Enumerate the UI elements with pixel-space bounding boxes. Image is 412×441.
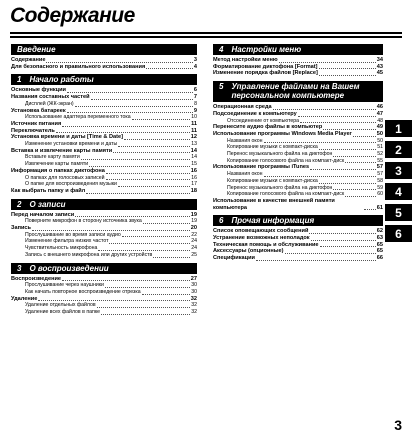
chapter-tab-5[interactable]: 5	[385, 204, 412, 221]
leader-dots	[106, 173, 190, 174]
toc-entry-page: 27	[190, 275, 197, 282]
section-title-wrap	[29, 200, 65, 209]
toc-entry-page: 65	[376, 248, 383, 255]
section-title-wrap	[231, 216, 314, 225]
toc-entry-page: 32	[190, 295, 197, 302]
leader-dots	[98, 250, 190, 251]
toc-entry-page: 32	[191, 309, 197, 316]
toc-entry[interactable]	[11, 218, 197, 225]
leader-dots	[264, 176, 377, 177]
toc-entry-label: Чувствительность микрофона	[25, 245, 98, 252]
toc-entry[interactable]	[213, 171, 383, 178]
leader-dots	[319, 149, 377, 150]
toc-entry-page: 57	[376, 164, 383, 171]
toc-entry-label: Вставьте карту памяти	[25, 154, 80, 161]
toc-entry-label: Названия окон	[227, 137, 263, 144]
toc-entry-page: 24	[191, 238, 197, 245]
leader-dots	[132, 119, 191, 120]
toc-entry-label: Форматирование диктофона [Format]	[213, 63, 318, 70]
toc-entry[interactable]	[213, 138, 383, 145]
toc-entry[interactable]	[213, 70, 383, 77]
leader-dots	[311, 240, 376, 241]
toc-entry[interactable]	[11, 212, 197, 219]
toc-entry-page: 49	[376, 124, 383, 131]
chapter-tabs	[385, 120, 412, 246]
toc-section	[213, 215, 383, 262]
toc-entry-page: 4	[193, 63, 197, 70]
leader-dots	[319, 183, 377, 184]
leader-dots	[319, 75, 376, 76]
toc-entry-page: 15	[191, 161, 197, 168]
toc-entry[interactable]	[11, 232, 197, 239]
toc-entry-label: Техническая помощь и обслуживание	[213, 241, 319, 248]
toc-entry-label: Запись	[11, 225, 31, 232]
section-number: 1	[17, 75, 22, 85]
leader-dots	[279, 62, 376, 63]
section-number: 4	[219, 45, 224, 54]
toc-entry-label: О папках для голосовых записей	[25, 174, 105, 181]
toc-entry-label: Как выбрать папку и файл	[11, 187, 86, 194]
section-title: О воспроизведении	[29, 263, 109, 273]
toc-entry-page: 60	[377, 191, 383, 198]
toc-entry-page: 45	[376, 70, 383, 77]
section-title-wrap	[29, 75, 93, 84]
toc-entry-page: 16	[191, 174, 197, 181]
toc-entry[interactable]	[11, 57, 197, 64]
leader-dots	[97, 307, 191, 308]
toc-entry[interactable]	[11, 309, 197, 316]
chapter-tab-1[interactable]: 1	[385, 120, 412, 137]
toc-entry-label: Названия составных частей	[11, 94, 90, 101]
toc-entry-page: 18	[190, 187, 197, 194]
toc-entry-page: 32	[191, 302, 197, 309]
chapter-tab-2[interactable]: 2	[385, 141, 412, 158]
toc-entry-label: Для безопасного и правильного использования	[11, 63, 146, 70]
leader-dots	[86, 193, 190, 194]
leader-dots	[67, 92, 193, 93]
section-entries	[11, 276, 197, 316]
chapter-tab-4[interactable]: 4	[385, 183, 412, 200]
toc-entry[interactable]	[213, 104, 383, 111]
leader-dots	[81, 159, 190, 160]
toc-entry[interactable]	[11, 141, 197, 148]
toc-entry-page: 50	[376, 130, 383, 137]
toc-entry-label: Запись с внешнего микрофона или других устройств	[25, 251, 153, 258]
section-entries	[213, 104, 383, 211]
section-title-wrap	[29, 264, 108, 273]
toc-entry[interactable]	[213, 242, 383, 249]
leader-dots	[143, 223, 190, 224]
toc-entry-page: 25	[191, 251, 197, 258]
toc-section	[11, 74, 197, 194]
toc-entry-label: Установка батареек	[11, 107, 66, 114]
leader-dots	[106, 179, 191, 180]
toc-section	[11, 44, 197, 70]
toc-entry[interactable]	[11, 108, 197, 115]
toc-entry[interactable]	[213, 191, 383, 198]
toc-entry-label: Изменение фильтра низких частот	[25, 238, 109, 245]
toc-entry-label: Прослушивание во время записи аудио	[25, 231, 121, 238]
section-number: 2	[17, 199, 22, 209]
section-header	[11, 44, 197, 55]
toc-entry-label: Отсоединение от компьютера	[227, 117, 300, 124]
leader-dots	[56, 132, 190, 133]
toc-entry[interactable]	[11, 128, 197, 135]
toc-section	[213, 44, 383, 77]
section-title-wrap	[17, 45, 56, 54]
leader-dots	[109, 243, 190, 244]
leader-dots	[319, 68, 376, 69]
toc-entry-page: 9	[193, 107, 197, 114]
toc-entry[interactable]	[11, 134, 197, 141]
toc-entry[interactable]	[11, 175, 197, 182]
leader-dots	[333, 156, 376, 157]
toc-entry-label: Перенос музыкального файла на диктофон	[227, 184, 333, 191]
toc-entry-label: Удаление отдельных файлов	[25, 302, 96, 309]
toc-entry-label: Копирование голосового файла на компакт-диск	[227, 157, 345, 164]
leader-dots	[273, 109, 376, 110]
leader-dots	[345, 196, 376, 197]
toc-entry-page: 20	[190, 225, 197, 232]
toc-entry-label: Воспроизведение	[11, 275, 61, 282]
toc-entry-label: Основные функции	[11, 87, 66, 94]
toc-entry-label: Изменение порядка файлов [Replace]	[213, 70, 318, 77]
leader-dots	[75, 106, 193, 107]
section-header	[11, 263, 197, 274]
section-title: Начало работы	[29, 75, 94, 85]
title-rule-top	[10, 32, 402, 34]
toc-left-column	[11, 44, 197, 320]
toc-entry[interactable]	[11, 64, 197, 71]
leader-dots	[323, 129, 375, 130]
toc-entry-page: 63	[376, 235, 383, 242]
toc-entry[interactable]	[11, 245, 197, 252]
toc-entry[interactable]	[213, 255, 383, 262]
toc-entry-page: 65	[376, 241, 383, 248]
chapter-tab-3[interactable]: 3	[385, 162, 412, 179]
toc-entry[interactable]	[213, 178, 383, 185]
toc-entry-label: Использование адаптера переменного тока	[25, 114, 131, 121]
toc-entry-label: Метод настройки меню	[213, 57, 278, 63]
toc-entry-page: 3	[193, 57, 197, 63]
title-rule-bottom	[10, 36, 402, 38]
toc-entry-page: 30	[191, 282, 197, 289]
toc-entry-page: 55	[377, 157, 383, 164]
toc-entry-label: Удаление	[11, 295, 38, 302]
leader-dots	[264, 142, 377, 143]
toc-entry-page: 8	[194, 100, 197, 107]
section-header	[213, 81, 383, 102]
leader-dots	[46, 62, 192, 63]
toc-entry-label: Список оповещающих сообщений	[213, 228, 309, 235]
toc-entry[interactable]	[11, 225, 197, 232]
toc-entry-page: 7	[193, 94, 197, 101]
section-entries	[213, 228, 383, 262]
toc-entry-page: 22	[191, 231, 197, 238]
toc-entry[interactable]	[213, 228, 383, 235]
toc-entry[interactable]	[11, 289, 197, 296]
page-number: 3	[394, 417, 402, 433]
toc-entry-label: Копирование музыки с компакт-диска	[227, 177, 318, 184]
toc-entry-label: Установка времени и даты [Time & Date]	[11, 134, 123, 141]
toc-entry[interactable]	[213, 131, 383, 138]
leader-dots	[62, 280, 190, 281]
toc-entry-page: 6	[193, 87, 197, 94]
toc-entry-label: Переключатель	[11, 127, 55, 134]
toc-entry[interactable]	[11, 121, 197, 128]
toc-entry-label: Устранение возможных неполадок	[213, 235, 310, 242]
section-entries	[11, 57, 197, 70]
section-title: О записи	[29, 199, 66, 209]
toc-entry[interactable]	[11, 148, 197, 155]
chapter-tab-6[interactable]: 6	[385, 225, 412, 242]
toc-entry-label: Вставка и извлечение карты памяти	[11, 147, 113, 154]
section-title-wrap	[231, 45, 301, 54]
leader-dots	[75, 216, 190, 217]
leader-dots	[345, 162, 376, 163]
toc-entry-label: Дисплей (ЖК-экран)	[25, 100, 74, 107]
toc-entry[interactable]	[11, 252, 197, 259]
toc-entry-label: Удаление всех файлов в папке	[25, 309, 101, 316]
leader-dots	[91, 99, 193, 100]
toc-entry-label: Прослушивание через наушники	[25, 282, 104, 289]
toc-entry-page: 19	[190, 211, 197, 218]
toc-entry-page: 34	[376, 57, 383, 63]
toc-entry-label: Использование программы Windows Media Player	[213, 130, 352, 137]
leader-dots	[146, 68, 193, 69]
leader-dots	[310, 169, 376, 170]
leader-dots	[364, 209, 376, 210]
section-title: Прочая информация	[231, 216, 315, 226]
leader-dots	[67, 112, 193, 113]
leader-dots	[142, 294, 191, 295]
section-entries	[11, 212, 197, 259]
toc-entry-page: 17	[191, 181, 197, 188]
toc-entry-page: 47	[376, 110, 383, 117]
toc-entry-label: Извлечение карты памяти	[25, 161, 89, 168]
section-title: Управление файлами на Вашем	[231, 82, 360, 92]
toc-entry-page: 66	[376, 255, 383, 262]
toc-entry-page: 13	[191, 141, 197, 148]
section-entries	[213, 57, 383, 77]
toc-entry[interactable]	[11, 276, 197, 283]
toc-entry-label: Перед началом записи	[11, 211, 75, 218]
toc-entry[interactable]	[11, 188, 197, 195]
section-title-wrap	[231, 82, 359, 100]
toc-entry-label: Источник питания	[11, 120, 62, 127]
page-title: Содержание	[10, 4, 135, 27]
toc-entry[interactable]	[11, 114, 197, 121]
toc-entry-label: Аксессуары (опционные)	[213, 248, 284, 255]
leader-dots	[256, 260, 376, 261]
toc-entry-label: Названия окон	[227, 171, 263, 178]
leader-dots	[122, 236, 190, 237]
toc-entry-page: 24	[191, 245, 197, 252]
leader-dots	[105, 287, 190, 288]
section-header	[11, 74, 197, 85]
leader-dots	[124, 139, 190, 140]
toc-entry-label: Спецификации	[213, 255, 255, 262]
toc-entry-page: 11	[191, 127, 197, 134]
section-header	[11, 199, 197, 210]
toc-entry-label: Подсоединение к компьютеру	[213, 110, 297, 117]
toc-entry-label: Поверните микрофон в сторону источника звука	[25, 218, 142, 225]
toc-entry-page: 57	[377, 171, 383, 178]
toc-section	[11, 199, 197, 259]
toc-entry[interactable]	[213, 151, 383, 158]
toc-section	[11, 263, 197, 316]
leader-dots	[309, 233, 375, 234]
toc-entry[interactable]	[11, 161, 197, 168]
leader-dots	[89, 166, 190, 167]
toc-entry-page: 62	[376, 228, 383, 235]
leader-dots	[353, 136, 376, 137]
toc-entry-label: Перенесите аудио файлы в компьютер	[213, 124, 323, 131]
section-number: 5	[219, 82, 224, 92]
section-entries	[11, 87, 197, 194]
toc-entry-page: 51	[377, 144, 383, 151]
toc-entry-label: Копирование голосового файла на компакт-диск	[227, 191, 345, 198]
toc-entry-page: 52	[377, 151, 383, 158]
toc-entry[interactable]	[11, 238, 197, 245]
toc-entry-page: 58	[377, 177, 383, 184]
section-header	[213, 215, 383, 226]
toc-entry[interactable]	[11, 101, 197, 108]
toc-entry-page: 10	[191, 114, 197, 121]
toc-entry-page: 11	[191, 120, 197, 127]
toc-entry[interactable]	[213, 198, 383, 211]
toc-entry[interactable]	[11, 282, 197, 289]
toc-entry-page: 61	[376, 204, 383, 211]
section-title: Введение	[17, 45, 56, 54]
section-title-line2: персональном компьютере	[231, 91, 345, 101]
toc-section	[213, 81, 383, 211]
leader-dots	[101, 314, 190, 315]
leader-dots	[320, 246, 376, 247]
toc-entry-page: 14	[190, 147, 197, 154]
toc-entry-label: Перенос музыкального файла на диктофон	[227, 151, 333, 158]
leader-dots	[118, 186, 190, 187]
leader-dots	[153, 257, 190, 258]
toc-entry[interactable]	[11, 154, 197, 161]
toc-entry-page: 30	[191, 288, 197, 295]
toc-entry-page: 59	[377, 184, 383, 191]
leader-dots	[113, 152, 190, 153]
toc-entry-label: Операционная среда	[213, 104, 272, 111]
section-title: Настройки меню	[231, 45, 302, 54]
toc-entry-label: Изменение установки времени и даты	[25, 141, 118, 148]
toc-entry[interactable]	[213, 124, 383, 131]
toc-entry[interactable]	[213, 57, 383, 64]
toc-entry-label: Информация о папках диктофона	[11, 167, 105, 174]
toc-entry[interactable]	[213, 235, 383, 242]
section-header	[213, 44, 383, 55]
toc-entry[interactable]	[11, 94, 197, 101]
toc-entry-page: 14	[191, 154, 197, 161]
leader-dots	[118, 146, 190, 147]
toc-entry-page: 48	[377, 117, 383, 124]
toc-entry[interactable]	[11, 168, 197, 175]
toc-entry-label: Использование в качестве внешней памяти компьютера	[213, 197, 335, 211]
toc-entry-page: 12	[190, 134, 197, 141]
toc-entry-label: О папке для воспроизведения музыки	[25, 181, 117, 188]
leader-dots	[298, 116, 376, 117]
toc-entry-label: Использование программы iTunes	[213, 164, 310, 171]
toc-entry-page: 46	[376, 104, 383, 111]
toc-entry[interactable]	[213, 158, 383, 165]
toc-entry[interactable]	[213, 111, 383, 118]
toc-entry-page: 19	[191, 218, 197, 225]
toc-entry-label: Копирование музыки с компакт-диска	[227, 144, 318, 151]
toc-entry-label: Содержание	[11, 57, 46, 63]
section-number: 6	[219, 216, 224, 226]
toc-entry-page: 16	[190, 167, 197, 174]
toc-right-column	[213, 44, 383, 266]
leader-dots	[32, 230, 190, 231]
toc-entry-page: 43	[376, 63, 383, 70]
toc-entry[interactable]	[11, 181, 197, 188]
section-number: 3	[17, 263, 22, 273]
leader-dots	[62, 126, 190, 127]
toc-entry-label: Как начать повторное воспроизведение отрезка	[25, 288, 141, 295]
toc-entry-page: 50	[377, 137, 383, 144]
leader-dots	[285, 253, 376, 254]
toc-entry[interactable]	[213, 164, 383, 171]
